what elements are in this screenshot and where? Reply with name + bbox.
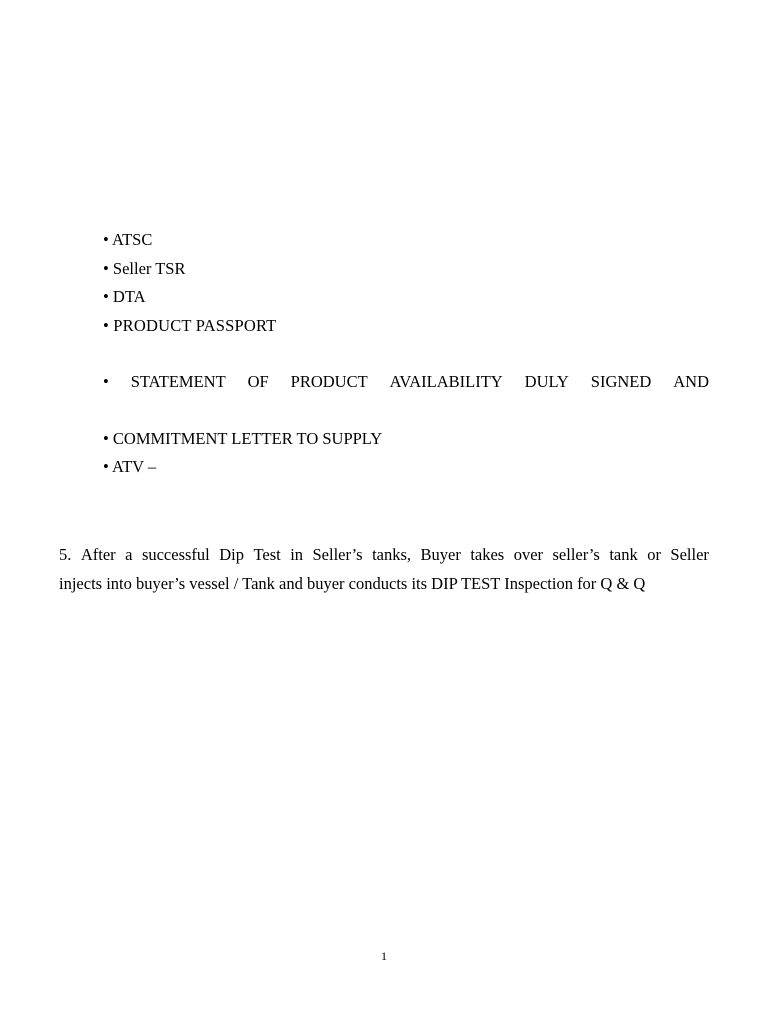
statement-word: DULY bbox=[524, 372, 569, 391]
paragraph-word: a bbox=[125, 545, 133, 564]
paragraph-word: over bbox=[513, 545, 544, 564]
paragraph-word: seller’s bbox=[552, 545, 600, 564]
paragraph-word: in bbox=[290, 545, 304, 564]
statement-word: SIGNED bbox=[590, 372, 652, 391]
paragraph-word: tanks, bbox=[372, 545, 412, 564]
list-item: • ATV – bbox=[103, 457, 157, 476]
page-number: 1 bbox=[381, 949, 387, 963]
paragraph-word: Dip bbox=[219, 545, 244, 564]
paragraph-word: Test bbox=[253, 545, 281, 564]
paragraph-word: Seller bbox=[670, 545, 709, 564]
list-item: • ATSC bbox=[103, 230, 153, 249]
paragraph-word: or bbox=[647, 545, 661, 564]
paragraph-word: tank bbox=[609, 545, 638, 564]
statement-word: OF bbox=[247, 372, 269, 391]
requirements-list bbox=[103, 228, 709, 484]
paragraph-line-2: injects into buyer’s vessel / Tank and buyer conducts its DIP TEST Inspection for Q & Q bbox=[59, 573, 646, 593]
paragraph-word: successful bbox=[141, 545, 210, 564]
paragraph-word: takes bbox=[470, 545, 505, 564]
statement-word: • bbox=[103, 372, 109, 391]
statement-word: AND bbox=[673, 372, 709, 391]
list-item: • COMMITMENT LETTER TO SUPPLY bbox=[103, 428, 383, 448]
procedure-paragraph bbox=[59, 541, 709, 598]
paragraph-word: After bbox=[80, 545, 116, 564]
statement-word: STATEMENT bbox=[130, 372, 226, 391]
statement-word: AVAILABILITY bbox=[389, 372, 503, 391]
statement-list-item bbox=[103, 370, 709, 399]
paragraph-line-1 bbox=[59, 541, 709, 570]
paragraph-word: 5. bbox=[59, 545, 72, 564]
statement-word: PRODUCT bbox=[290, 372, 368, 391]
paragraph-word: Buyer bbox=[420, 545, 461, 564]
paragraph-word: Seller’s bbox=[312, 545, 363, 564]
list-item: • PRODUCT PASSPORT bbox=[103, 315, 277, 335]
list-item: • Seller TSR bbox=[103, 258, 186, 278]
list-item: • DTA bbox=[103, 287, 146, 306]
